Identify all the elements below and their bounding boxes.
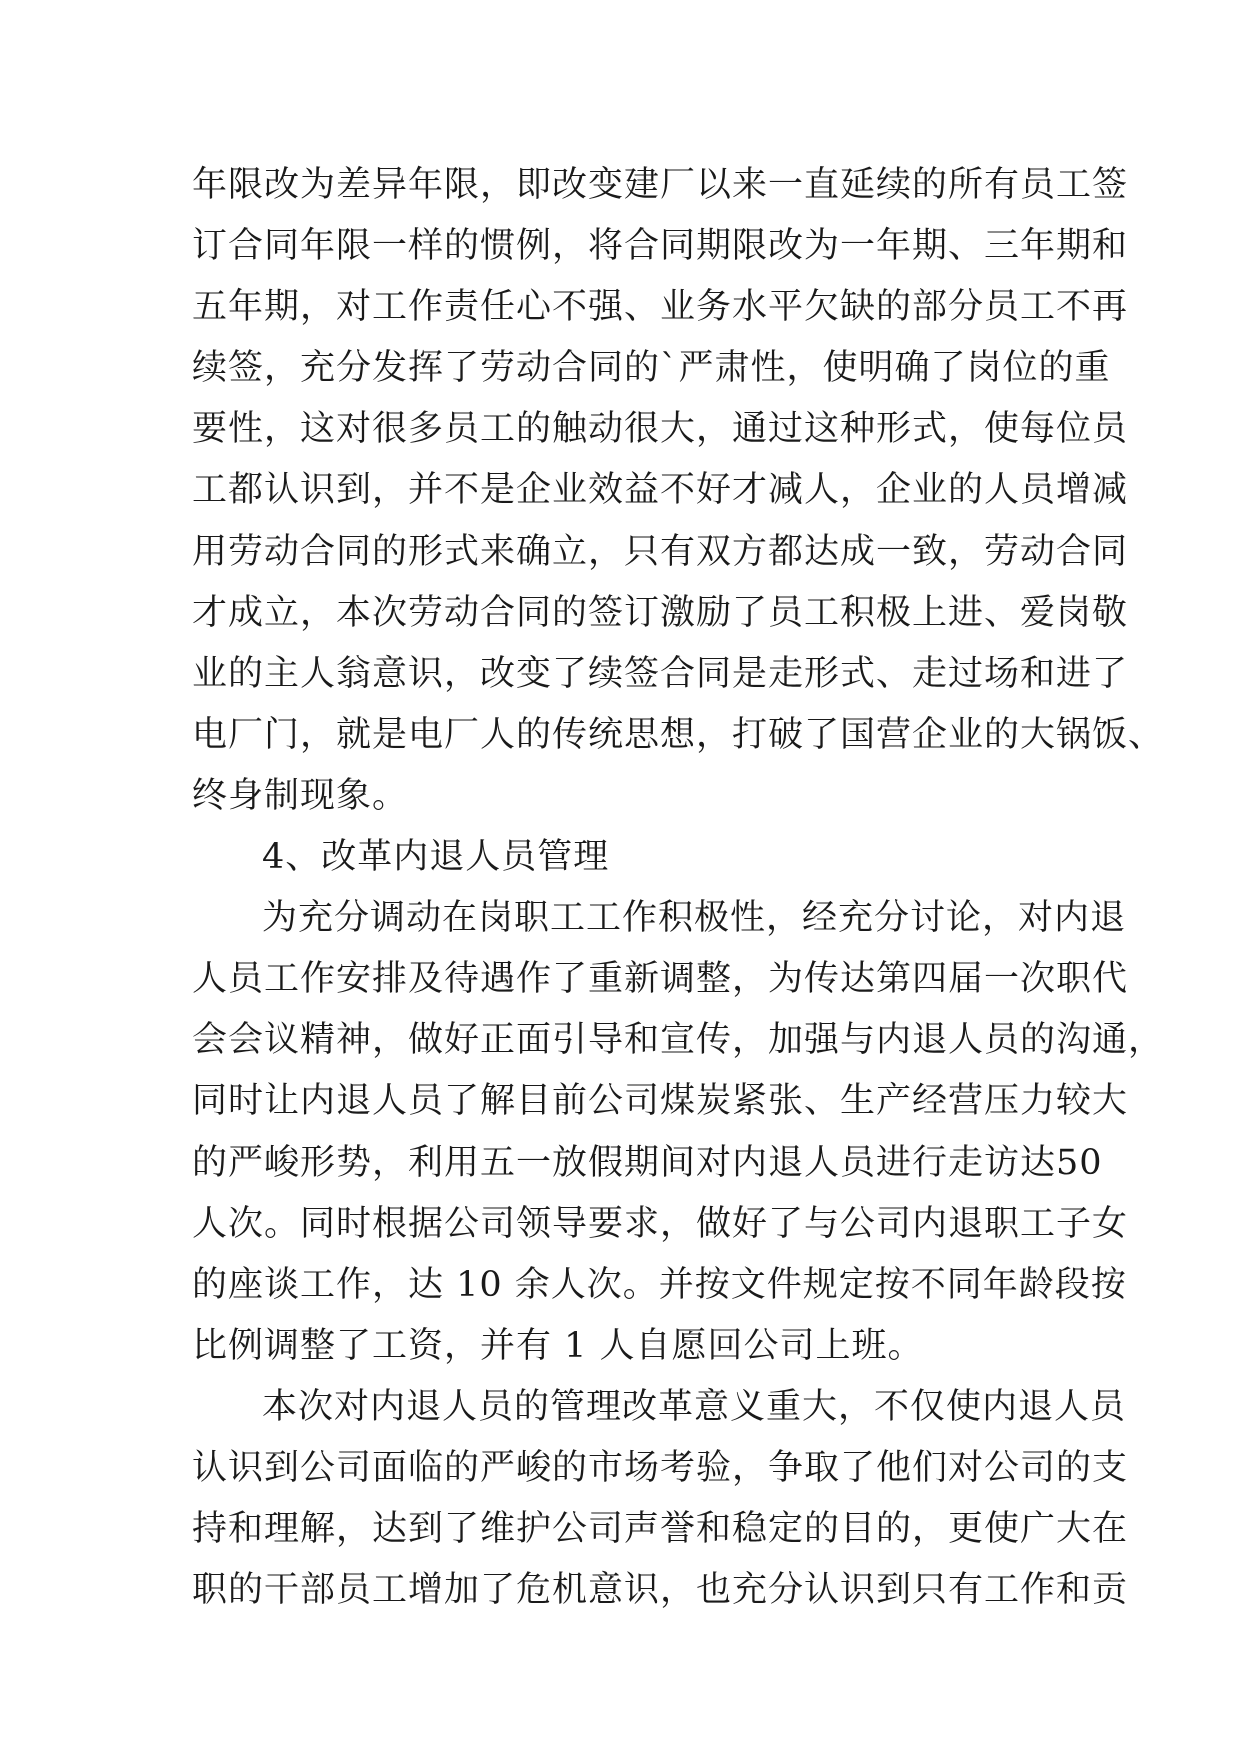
text-line: 本次对内退人员的管理改革意义重大，不仅使内退人员 [262, 1386, 1127, 1427]
text-line: 续签，充分发挥了劳动合同的`严肃性，使明确了岗位的重 [192, 348, 1111, 389]
text-line: 要性，这对很多员工的触动很大，通过这种形式，使每位员 [192, 409, 1129, 450]
text-line: 业的主人翁意识，改变了续签合同是走形式、走过场和进了 [192, 653, 1129, 694]
section-heading: 4、改革内退人员管理 [262, 837, 610, 878]
text-line: 终身制现象。 [192, 775, 409, 816]
text-line: 的严峻形势，利用五一放假期间对内退人员进行走访达50 [192, 1142, 1103, 1183]
text-line: 认识到公司面临的严峻的市场考验，争取了他们对公司的支 [192, 1447, 1129, 1488]
text-line: 比例调整了工资，并有 1 人自愿回公司上班。 [192, 1325, 924, 1366]
text-line: 才成立，本次劳动合同的签订激励了员工积极上进、爱岗敬 [192, 592, 1129, 633]
text-line: 电厂门，就是电厂人的传统思想，打破了国营企业的大锅饭、 [192, 714, 1165, 755]
text-line: 同时让内退人员了解目前公司煤炭紧张、生产经营压力较大 [192, 1081, 1129, 1122]
text-line: 五年期，对工作责任心不强、业务水平欠缺的部分员工不再 [192, 287, 1129, 328]
text-line: 人员工作安排及待遇作了重新调整，为传达第四届一次职代 [192, 959, 1129, 1000]
text-line: 订合同年限一样的惯例，将合同期限改为一年期、三年期和 [192, 226, 1129, 267]
text-line: 会会议精神，做好正面引导和宣传，加强与内退人员的沟通， [192, 1020, 1165, 1061]
text-line: 用劳动合同的形式来确立，只有双方都达成一致，劳动合同 [192, 531, 1129, 572]
text-line: 工都认识到，并不是企业效益不好才减人，企业的人员增减 [192, 470, 1129, 511]
text-line: 为充分调动在岗职工工作积极性，经充分讨论，对内退 [262, 898, 1127, 939]
document-body [192, 155, 1165, 1621]
text-line: 持和理解，达到了维护公司声誉和稳定的目的，更使广大在 [192, 1509, 1129, 1550]
text-line: 的座谈工作，达 10 余人次。并按文件规定按不同年龄段按 [192, 1264, 1127, 1305]
text-line: 人次。同时根据公司领导要求，做好了与公司内退职工子女 [192, 1203, 1129, 1244]
text-line: 职的干部员工增加了危机意识，也充分认识到只有工作和贡 [192, 1570, 1129, 1611]
text-line: 年限改为差异年限，即改变建厂以来一直延续的所有员工签 [192, 165, 1129, 205]
